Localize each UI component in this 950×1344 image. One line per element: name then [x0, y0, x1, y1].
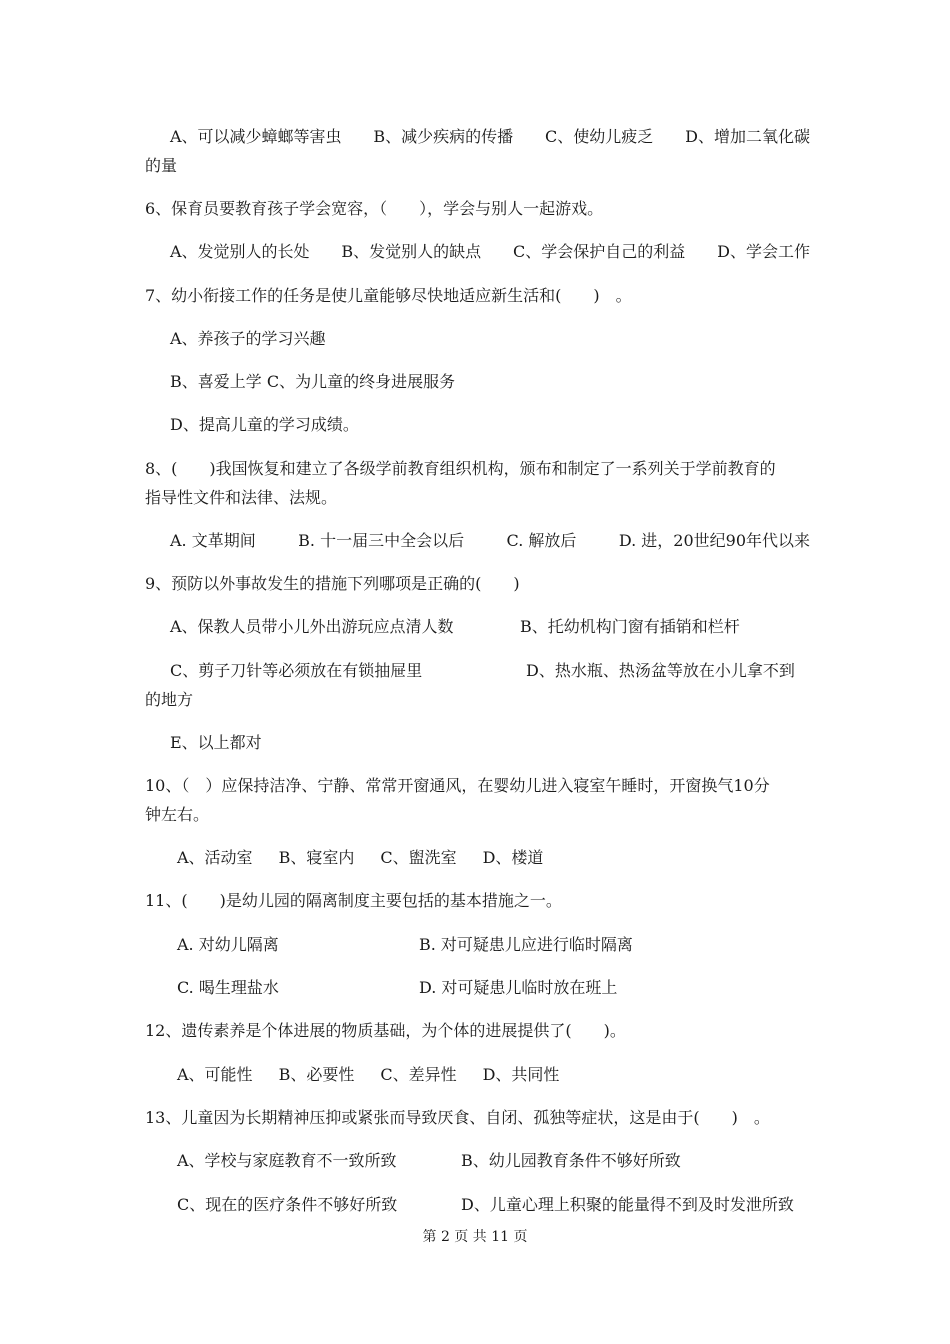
q12-stem: 12、遗传素养是个体进展的物质基础，为个体的进展提供了( )。	[145, 1021, 626, 1040]
q11-options-cd	[177, 973, 817, 1002]
q13-option-c: C、现在的医疗条件不够好所致	[177, 1195, 398, 1214]
q13-option-a: A、学校与家庭教育不一致所致	[177, 1151, 397, 1170]
q5-options	[170, 122, 810, 151]
q13-options-ab	[177, 1146, 817, 1175]
q8-stem-line1: 8、( )我国恢复和建立了各级学前教育组织机构，颁布和制定了一系列关于学前教育的	[145, 459, 776, 478]
q6-stem: 6、保育员要教育孩子学会宽容，（ ），学会与别人一起游戏。	[145, 199, 604, 218]
q11-option-c: C. 喝生理盐水	[177, 978, 279, 997]
q12-options	[177, 1060, 817, 1089]
q8-option-a: A. 文革期间	[170, 531, 256, 550]
q9-option-e: E、以上都对	[170, 733, 262, 752]
q10-option-a: A、活动室	[177, 848, 253, 867]
q8-option-c: C. 解放后	[506, 531, 577, 550]
q10-stem-line2: 钟左右。	[145, 805, 210, 824]
q11-option-a: A. 对幼儿隔离	[177, 935, 279, 954]
q11-option-d: D. 对可疑患儿临时放在班上	[419, 978, 618, 997]
q12-option-b: B、必要性	[278, 1065, 355, 1084]
q8-option-d: D. 进，20世纪90年代以来	[618, 531, 810, 550]
q7-option-d: D、提高儿童的学习成绩。	[170, 415, 359, 434]
q5-option-d-continued: 的量	[145, 156, 178, 175]
q7-option-bc: B、喜爱上学 C、为儿童的终身进展服务	[170, 372, 456, 391]
q11-options-ab	[177, 930, 817, 959]
page-number-footer: 第 2 页 共 11 页	[422, 1229, 528, 1245]
q6-option-c: C、学会保护自己的利益	[513, 242, 686, 261]
q5-option-b: B、减少疾病的传播	[373, 127, 514, 146]
q13-options-cd	[177, 1190, 817, 1219]
q12-option-a: A、可能性	[177, 1065, 253, 1084]
q6-option-d: D、学会工作	[717, 242, 810, 261]
q9-option-c: C、剪子刀针等必须放在有锁抽屉里	[170, 661, 423, 680]
q6-options	[170, 237, 810, 266]
q12-option-c: C、差异性	[380, 1065, 457, 1084]
q13-stem: 13、儿童因为长期精神压抑或紧张而导致厌食、自闭、孤独等症状，这是由于( ) 。	[145, 1108, 770, 1127]
q9-stem: 9、预防以外事故发生的措施下列哪项是正确的( )	[145, 574, 520, 593]
q9-option-d-continued: 的地方	[145, 690, 194, 709]
q9-options-cd	[170, 656, 810, 685]
q10-option-d: D、楼道	[482, 848, 544, 867]
q13-option-d: D、儿童心理上积聚的能量得不到及时发泄所致	[461, 1195, 794, 1214]
q10-options	[177, 843, 817, 872]
q6-option-b: B、发觉别人的缺点	[341, 242, 482, 261]
q5-option-a: A、可以减少蟑螂等害虫	[170, 127, 342, 146]
q7-option-a: A、养孩子的学习兴趣	[170, 329, 326, 348]
q13-option-b: B、幼儿园教育条件不够好所致	[461, 1151, 681, 1170]
q9-option-a: A、保教人员带小儿外出游玩应点清人数	[170, 617, 454, 636]
q11-stem: 11、( )是幼儿园的隔离制度主要包括的基本措施之一。	[145, 891, 562, 910]
q10-stem-line1: 10、（ ）应保持洁净、宁静、常常开窗通风，在婴幼儿进入寝室午睡时，开窗换气10分	[145, 776, 770, 795]
q7-stem: 7、幼小衔接工作的任务是使儿童能够尽快地适应新生活和( ) 。	[145, 286, 632, 305]
q11-option-b: B. 对可疑患儿应进行临时隔离	[419, 935, 633, 954]
q5-option-c: C、使幼儿疲乏	[545, 127, 654, 146]
q12-option-d: D、共同性	[482, 1065, 560, 1084]
q8-option-b: B. 十一届三中全会以后	[298, 531, 465, 550]
q9-option-b: B、托幼机构门窗有插销和栏杆	[520, 617, 740, 636]
q6-option-a: A、发觉别人的长处	[170, 242, 310, 261]
q10-option-b: B、寝室内	[278, 848, 355, 867]
q5-option-d: D、增加二氧化碳	[685, 127, 810, 146]
q10-option-c: C、盥洗室	[380, 848, 457, 867]
q8-options	[170, 526, 810, 555]
q9-option-d: D、热水瓶、热汤盆等放在小儿拿不到	[526, 661, 795, 680]
q9-options-ab	[170, 612, 810, 641]
q8-stem-line2: 指导性文件和法律、法规。	[145, 488, 338, 507]
